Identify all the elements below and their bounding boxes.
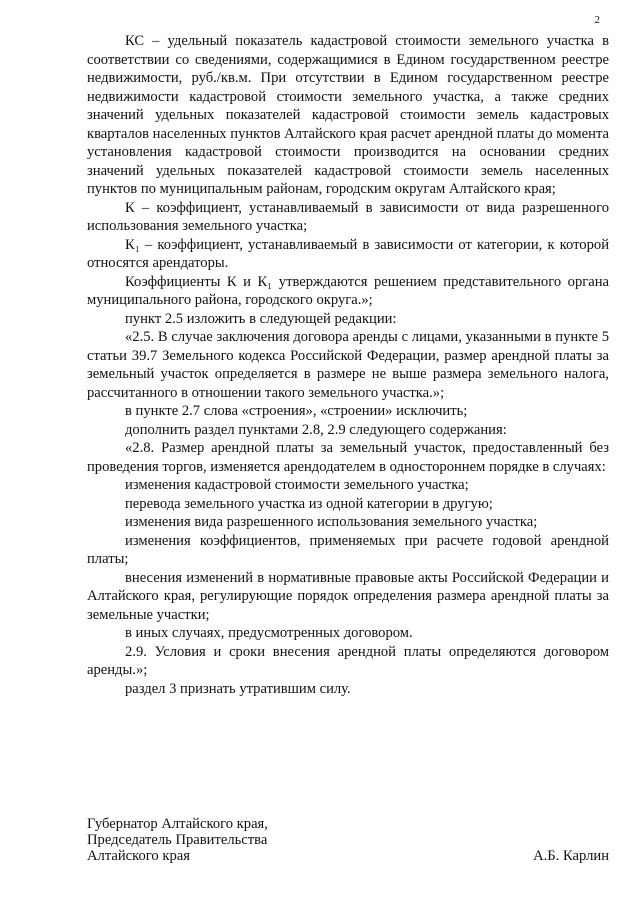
paragraph-k-definition: К – коэффициент, устанавливаемый в зависимости от вида разрешенного использования земельного участка; — [87, 199, 609, 234]
list-item-usage-change: изменения вида разрешенного использования земельного участка; — [125, 514, 538, 530]
page-number: 2 — [594, 14, 600, 26]
document-body — [87, 32, 609, 698]
paragraph-coefficients-approval: Коэффициенты К и К₁ утверждаются решением представительного органа муниципального района, городского округа.»; — [87, 273, 609, 308]
paragraph-item-2-5-intro: пункт 2.5 изложить в следующей редакции: — [125, 310, 397, 327]
signature-block — [87, 816, 609, 864]
list-item-category-transfer: перевода земельного участка из одной категории в другую; — [125, 495, 493, 512]
list-item-coefficients-change: изменения коэффициентов, применяемых при расчете годовой арендной платы; — [87, 532, 609, 567]
paragraph-item-2-5: «2.5. В случае заключения договора аренды с лицами, указанными в пункте 5 статьи 39.7 Земельного кодекса Российской Федерации, размер арендной платы за земельный участок определяется в размере не выше размера земельного налога, рассчитанного в отношении такого земельного участка.»; — [87, 329, 609, 401]
list-item-legislation-change: внесения изменений в нормативные правовые акты Российской Федерации и Алтайского края, регулирующие порядок определения размера арендной платы за земельные участки; — [87, 569, 609, 623]
paragraph-section-3-void: раздел 3 признать утратившим силу. — [125, 680, 351, 697]
signatory-title-line1: Губернатор Алтайского края, — [87, 816, 268, 832]
list-item-cadastral-change: изменения кадастровой стоимости земельного участка; — [125, 477, 469, 493]
paragraph-item-2-8: «2.8. Размер арендной платы за земельный участок, предоставленный без проведения торгов, изменяется арендодателем в одностороннем порядке в случаях: — [87, 440, 609, 475]
signatory-title-line3: Алтайского края — [87, 848, 190, 864]
paragraph-ks-definition: КС – удельный показатель кадастровой стоимости земельного участка в соответствии со сведениями, содержащимися в Едином государственном реестре недвижимости, руб./кв.м. При отсутствии в Едином государственном реестре недвижимости кадастровой стоимости земельного участка, а также средних значений удельных показателей кадастровой стоимости земель кадастровых кварталов населенных пунктов Алтайского края расчет арендной платы до момента установления кадастровой стоимости производится на основании средних значений удельных показателей кадастровой стоимости земель населенных пунктов по муниципальным районам, городским округам Алтайского края; — [87, 33, 609, 197]
paragraph-add-items-intro: дополнить раздел пунктами 2.8, 2.9 следующего содержания: — [125, 421, 507, 438]
list-item-other-cases: в иных случаях, предусмотренных договором. — [125, 625, 413, 641]
signatory-name: А.Б. Карлин — [533, 848, 609, 864]
signatory-title-line2: Председатель Правительства — [87, 832, 268, 848]
paragraph-k1-definition: К₁ – коэффициент, устанавливаемый в зависимости от категории, к которой относятся арендаторы. — [87, 236, 609, 271]
paragraph-item-2-7: в пункте 2.7 слова «строения», «строении» исключить; — [125, 403, 468, 419]
paragraph-item-2-9: 2.9. Условия и сроки внесения арендной платы определяются договором аренды.»; — [87, 643, 609, 678]
